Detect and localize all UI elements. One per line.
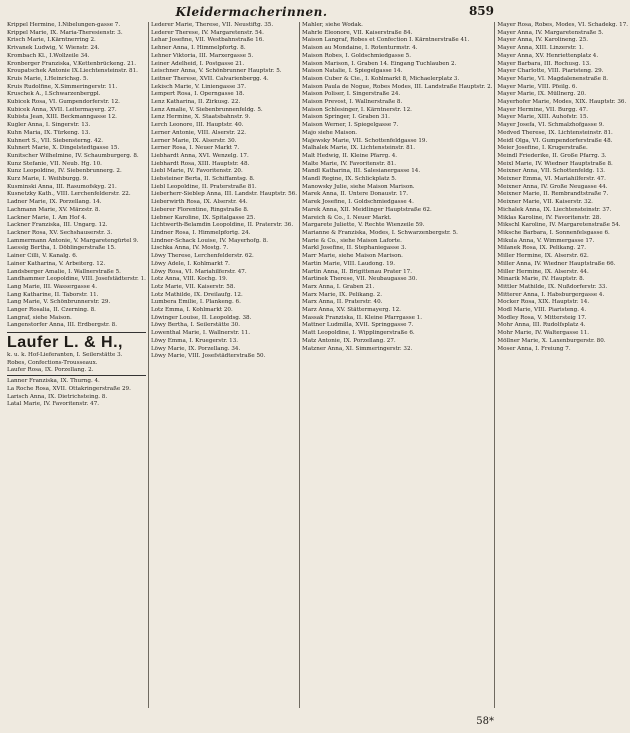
directory-entry: Lehar Josefine, VII. Westbahnstraße 16. — [150, 37, 265, 44]
directory-entry: Maison Langraf, Robes et Confection I. Kärntnerstraße 41. — [302, 37, 470, 44]
directory-entry: Kruis Rudolfine, X.Simmeringerstr. 11. — [7, 83, 118, 90]
directory-entry: Maison Marison, I. Graben 14. Eingang Tuchlauben 2. — [302, 60, 457, 67]
directory-entry: Lieberer Florentine, Ringstraße 8. — [150, 206, 249, 213]
directory-entry: Langer Rosalia, II. Czerning. 8. — [7, 307, 96, 314]
directory-entry: Lackner Marie, I. Am Hof 4. — [7, 214, 87, 221]
directory-entry: Mayer Josefa, VI. Schmalzhofgasse 9. — [497, 122, 605, 129]
directory-entry: Mocker Rosa, XIX. Hauptstr. 14. — [497, 299, 590, 306]
directory-entry: Leischner Anna, V. Schönbrunner Hauptstr. 5. — [150, 68, 282, 75]
directory-entry: Marz Anna, XV. Stättermayerg. 12. — [302, 307, 401, 314]
directory-entry: Lotz Emma, I. Kohlmarkt 20. — [150, 307, 233, 314]
advertisement-line: Laufer Rosa, IX. Porzellang. 2. — [7, 366, 94, 373]
directory-entry: Mikschl Karoline, IV. Margaretenstraße 54. — [497, 222, 621, 229]
directory-entry: Lekisch Marie, V. Liniengasse 37. — [150, 83, 246, 90]
advertisement-line: Robes, Confections-Trousseaux. — [7, 359, 98, 366]
directory-entry: Majo siehe Maison. — [302, 129, 358, 136]
advertisement-title: Laufer L. & H., — [7, 334, 123, 352]
directory-entry: Mayer Anna, IV. Margaretenstraße 5. — [497, 29, 604, 36]
directory-entry: Kruschek A., I.Schwarzenbergpl. — [7, 91, 101, 98]
directory-entry: Martin Anna, II. Brigittenau Prater 17. — [302, 268, 413, 275]
directory-entry: Liebner Karoline, IX. Spitalgasse 25. — [150, 214, 256, 221]
directory-entry: Langraf, siehe Maison. — [7, 314, 72, 321]
directory-entry: Marek Josefine, I. Goldschmiedgasse 4. — [302, 199, 414, 206]
directory-entry: Kuhnert S., VII. Siebensterng. 42. — [7, 137, 104, 144]
directory-entry: Maison Schlesinger, I. Kärntnerstr. 12. — [302, 106, 412, 113]
directory-entry: Löwy Adele, I. Kohlmarkt 7. — [150, 260, 230, 267]
directory-entry: Meixner Marie, II. Rembrandtstraße 7. — [497, 191, 609, 198]
directory-entry: Margarete Juliette, V. Rechte Wienzeile 59. — [302, 222, 425, 229]
directory-entry: Löwy Rosa, VI. Mariahilferstr. 47. — [150, 268, 247, 275]
directory-entry: Leiner Adelheid, I. Postgasse 21. — [150, 60, 245, 67]
directory-entry: Matz Antonie, IX. Porzellang. 27. — [302, 337, 396, 344]
directory-entry: Mikula Anna, V. Wimmergasse 17. — [497, 237, 595, 244]
directory-entry: Mayer Marie, XIII. Auhofstr. 15. — [497, 114, 589, 121]
directory-entry: Maison Robes, I. Goldschmiedgasse 5. — [302, 52, 412, 59]
directory-entry: Majewsky Marie, VII. Schottenfeldgasse 19. — [302, 137, 428, 144]
directory-entry: Möllner Marie, X. Laxenburgerstr. 80. — [497, 337, 606, 344]
directory-entry: Lederer Marie, Therese, VII. Neustiftg. 35. — [150, 22, 274, 28]
directory-entry: Lindner Rosa, I. Himmelpfortg. 24. — [150, 229, 251, 236]
directory-entry: Lieberherr-Sieblep Anna, III. Landstr. Hauptstr. 56. — [150, 191, 297, 198]
directory-entry: Matt Leopoldine, I. Wipplingerstraße 6. — [302, 330, 415, 337]
directory-entry: Kubicek Anna, XVII. Leitermayerg. 27. — [7, 106, 117, 113]
directory-entry: Marx Anna, II. Praterstr. 40. — [302, 299, 383, 306]
directory-entry: Mayer Marie, VIII. Pfeilg. 6. — [497, 83, 578, 90]
directory-entry: Malhalek Marie, IX. Lichtensteinstr. 81. — [302, 145, 416, 152]
directory-entry: Krombach Kl., I.Wollzeile 34. — [7, 52, 90, 59]
directory-entry: Marx Marie, IX. Pelikang. 2. — [302, 291, 383, 298]
directory-entry: Lotz Mathilde, IX. Dreilaufg. 12. — [150, 291, 243, 298]
directory-entry: Kuhnert Marie, X. Dingelstedtgasse 15. — [7, 145, 120, 152]
directory-entry: Kugler Anna, I. Singerstr. 13. — [7, 122, 91, 129]
directory-entry: Mayer Anna, XIII. Linzerstr. 1. — [497, 45, 584, 52]
directory-entry: Löwy Therese, Lerchenfelderstr. 62. — [150, 253, 254, 260]
directory-entry: Marie & Co., siehe Maison Laforte. — [302, 237, 402, 244]
directory-entry: Löwinger Louise, II. Leopoldsg. 38. — [150, 314, 252, 321]
directory-entry: Marx Anna, I. Graben 21. — [302, 283, 375, 290]
directory-entry: Krippel Marie, IX. Maria-Theresienstr. 3. — [7, 29, 123, 36]
directory-entry: Martin Marie, VIII. Laudong. 19. — [302, 260, 396, 267]
column-3 — [300, 22, 495, 708]
directory-entry: Löwy Marie, IX. Porzellang. 34. — [150, 345, 241, 352]
directory-entry: Marianne & Franziska, Modes, I. Schwarzenbergstr. 5. — [302, 229, 458, 236]
directory-entry: Mandl Katharina, III. Salesianergasse 14. — [302, 168, 421, 175]
directory-entry: Mohr Anna, III. Rudolfsplatz 4. — [497, 322, 586, 329]
directory-entry: Kurz Marie, I. Weihburgg. 9. — [7, 176, 89, 183]
directory-entry: Milanek Rosa, IX. Pelikang. 27. — [497, 245, 586, 252]
directory-entry: Meixner Anna, IV. Große Neugasse 44. — [497, 183, 608, 190]
directory-entry: Lachmann Marie, XV. Märzstr. 8. — [7, 206, 101, 213]
directory-entry: Kunz Leopoldine, IV. Siebenbrunnerg. 2. — [7, 168, 122, 175]
directory-entry: Meixner Emma, VI. Mariahilferstr. 47. — [497, 176, 606, 183]
directory-entry: Lenz Hermine, X. Staatsbahnstr. 9. — [150, 114, 251, 121]
directory-entry: Meixner Marie, VII. Kaiserstr. 32. — [497, 199, 593, 206]
directory-entry: Marek Anna, II. Untere Donaustr. 17. — [302, 191, 408, 198]
directory-entry: Lempert Rosa, I. Operngasse 18. — [150, 91, 245, 98]
directory-entry: Lang Marie, III. Wassergasse 4. — [7, 283, 97, 290]
directory-entry: Latal Marie, IV. Favoritenstr. 47. — [7, 401, 100, 408]
laufer-advertisement — [7, 332, 146, 376]
directory-entry: Lotz Anna, VIII. Kochg. 19. — [150, 276, 228, 283]
directory-entry: Mayer Barbara, III. Rochusg. 13. — [497, 60, 592, 67]
directory-entry: Maison Cuber & Cie., I. Kohlmarkt 8, Michaelerplatz 3. — [302, 75, 460, 82]
page-header — [5, 4, 498, 22]
directory-entry: Miller Hermine, IX. Alserstr. 62. — [497, 253, 589, 260]
directory-entry: Lischka Anna, IV. Mostg. 7. — [150, 245, 229, 252]
directory-entry: Miller Anna, IV. Wiedner Hauptstraße 66. — [497, 260, 616, 267]
directory-entry: Maison Springer, I. Graben 31. — [302, 114, 390, 121]
directory-entry: Krivanek Ludwig, V. Wienstr. 24. — [7, 45, 100, 52]
directory-entry: Mahrle Eleonore, VII. Kaiserstraße 84. — [302, 29, 413, 36]
directory-entry: Lammermann Antonie, V. Margaretengürtel 9. — [7, 237, 139, 244]
directory-entry: Lenz Amalie, V. Siebenbrunnenfeldg. 5. — [150, 106, 263, 113]
directory-entry: Lenz Katharina, II. Zirkusg. 22. — [150, 99, 241, 106]
directory-entry: Mayerhofer Marie, Modes, XIX. Hauptstr. 36. — [497, 99, 627, 106]
page-number: 859 — [468, 4, 494, 18]
directory-entry: Modl Marie, VIII. Piaristeng. 4. — [497, 307, 587, 314]
directory-entry: Maison au Mondaine, I. Rotenturmstr. 4. — [302, 45, 418, 52]
directory-entry: Mayer Charlotte, VIII. Piaristeng. 29. — [497, 68, 604, 75]
directory-entry: Liebsteiner Berta, II. Schiffamtsg. 8. — [150, 176, 255, 183]
directory-entry: Medved Therese, IX. Lichtensteinstr. 81. — [497, 129, 613, 136]
directory-entry: Löwy Emma, I. Kruegerstr. 13. — [150, 337, 239, 344]
directory-entry: Martinek Therese, VII. Neubaugasse 30. — [302, 276, 418, 283]
directory-entry: Lichtwerth-Belamdin Leopoldine, II. Praterstr. 36. — [150, 222, 294, 229]
directory-entry: Lehner Viktoria, III. Marxergasse 5. — [150, 52, 254, 59]
directory-entry: Kuhn Maria, IX. Türkeng. 13. — [7, 129, 91, 136]
directory-entry: Massak Franziska, II. Kleine Pfarrgasse 1. — [302, 314, 423, 321]
section-title: Kleidermacherinnen. — [175, 5, 328, 19]
directory-entry: Mayer Anna, XV. Henriettenplatz 4. — [497, 52, 599, 59]
directory-entry: Lerch Leonore, III. Hauptstr. 40. — [150, 122, 244, 129]
directory-entry: Mandl Regine, IX. Schlickplatz 5. — [302, 176, 397, 183]
directory-entry: Lanner Franziska, IX. Thurng. 4. — [7, 378, 100, 385]
directory-entry: Matzner Anna, XI. Simmeringerstr. 32. — [302, 345, 413, 352]
directory-entry: Lainer Katharina, V. Arbeiterg. 12. — [7, 260, 106, 267]
directory-entry: Laessig Bertha, I. Döblingerstraße 15. — [7, 245, 116, 252]
directory-entry: Meixner Anna, VII. Schottenfeldg. 13. — [497, 168, 606, 175]
directory-entry: La Roche Rosa, XVII. Ottakringerstraße 29. — [7, 386, 131, 393]
directory-entry: Liebl Marie, IV. Favoritenstr. 20. — [150, 168, 243, 175]
directory-entry: Kubista Jean, XIII. Beckmanngasse 12. — [7, 114, 117, 121]
directory-entry: Kronberger Franziska, V.Kettenbrückeng. 21. — [7, 60, 137, 67]
directory-entry: Krisch Marie, I.Kärntnerring 2. — [7, 37, 96, 44]
directory-entry: Liebhardt Anna, XVI. Wenzelg. 17. — [150, 152, 249, 159]
directory-entry: Maison Paula de Nogue, Robes Modes, III. Landstraße Hauptstr. 2. — [302, 83, 493, 90]
directory-entry: Lotz Marie, VII. Kaiserstr. 58. — [150, 283, 236, 290]
directory-entry: Landsberger Amalie, I. Wallnerstraße 5. — [7, 268, 121, 275]
directory-entry: Moser Anna, I. Freiung 7. — [497, 345, 571, 352]
directory-entry: Meidl Olga, VI. Gumpendorferstraße 48. — [497, 137, 613, 144]
directory-entry: Kunitscher Wilhelmine, IV. Schaumburgerg. 8. — [7, 152, 139, 159]
directory-entry: Markl Josefine, II. Stephaniegasse 3. — [302, 245, 407, 252]
directory-entry: Langenstorfer Anna, III. Erdbergstr. 8. — [7, 322, 118, 329]
directory-entry: Meixl Marie, IV. Wiedner Hauptstraße 8. — [497, 160, 613, 167]
directory-entry: Kruis Marie, I.Heinrichsg. 5. — [7, 75, 89, 82]
directory-entry: Liebhardt Rosa, XIII. Hauptstr. 48. — [150, 160, 250, 167]
directory-entry: Malte Marie, IV. Favoritenstr. 81. — [302, 160, 397, 167]
directory-entry: Lackner Rosa, XV. Sechshauserstr. 3. — [7, 229, 113, 236]
directory-entry: Lerner Antonie, VIII. Alserstr. 22. — [150, 129, 247, 136]
directory-entry: Lerner Marie, IX. Alserstr. 30. — [150, 137, 237, 144]
directory-entry: Liebl Leopoldine, II. Praterstraße 81. — [150, 183, 257, 190]
directory-entry: Larisch Anna, IX. Dietrichsteing. 8. — [7, 393, 108, 400]
directory-entry: Lehner Anna, I. Himmelpfortg. 8. — [150, 45, 246, 52]
directory-entry: Kroupatschek Antonie IX.Liechtensteinstr. 81. — [7, 68, 138, 75]
directory-entry: Modley Rosa, V. Mittersteig 17. — [497, 314, 587, 321]
directory-entry: Kusminski Anna, III. Rasumofskyg. 21. — [7, 183, 117, 190]
column-1 — [5, 22, 149, 708]
directory-entry: Mohr Marie, IV. Waltergasse 11. — [497, 330, 590, 337]
directory-entry: Mayer Marie, IX. Müllnerg. 20. — [497, 91, 587, 98]
directory-entry: Leitner Therese, XVII. Calvarienbergg. 4. — [150, 75, 269, 82]
directory-entry: Lederer Therese, IV. Margaretenstr. 54. — [150, 29, 264, 36]
directory-entry: Maison Prevost, I. Wallnerstraße 8. — [302, 99, 403, 106]
directory-entry: Mayer Anna, IV. Karolineng. 25. — [497, 37, 589, 44]
directory-entry: Maison Natalie, I. Spiegelgasse 14. — [302, 68, 403, 75]
directory-entry: Michalek Anna, IX. Liechtensteinstr. 37. — [497, 206, 612, 213]
directory-entry: Kusnetzky Kath., VIII. Lerchenfelderstr. 22. — [7, 191, 131, 198]
directory-entry: Maison Werner, I. Spiegelgasse 7. — [302, 122, 399, 129]
directory-entry: Mattner Ludmilla, XVII. Springgasse 7. — [302, 322, 414, 329]
directory-entry: Manowsky Julie, siehe Maison Marison. — [302, 183, 415, 190]
directory-entry: Ladner Marie, IX. Porzellang. 14. — [7, 199, 102, 206]
directory-entry: Lainer Cilli, V. Kanalg. 6. — [7, 253, 78, 260]
directory-entry: Löwy Bertha, I. Seilerstätte 30. — [150, 322, 240, 329]
directory-entry: Meindl Friederike, II. Große Pfarrg. 3. — [497, 152, 607, 159]
directory-entry: Minarik Marie, IV. Hauptstr. 8. — [497, 276, 585, 283]
directory-entry: Lindner-Schack Louise, IV. Mayerhofg. 8. — [150, 237, 269, 244]
directory-entry: Mittler Mathilde, IX. Nußdorferstr. 33. — [497, 283, 608, 290]
directory-entry: Lang Katharine, II. Taborstr. 11. — [7, 291, 99, 298]
directory-entry: Miksche Barbara, I. Sonnenfelsgasse 6. — [497, 229, 610, 236]
directory-entry: Mareich & Co., I. Neuer Markt. — [302, 214, 392, 221]
directory-entry: Marek Anna, XII. Meidlinger Hauptstraße 62. — [302, 206, 432, 213]
directory-entry: Krippel Hermine, I.Nibelungen-gasse 7. — [7, 22, 121, 28]
directory-columns — [5, 22, 629, 708]
directory-entry: Lumbera Emilie, I. Plankeng. 6. — [150, 299, 241, 306]
directory-entry: Meier Josefine, I. Krugerstraße. — [497, 145, 588, 152]
directory-entry: Miklas Karoline, IV. Favoritenstr. 28. — [497, 214, 602, 221]
advertisement-line: k. u. k. Hof-Lieferanten, I. Seilerstätte 3. — [7, 352, 123, 359]
directory-entry: Malt Hedwig, II. Kleine Pfarrg. 4. — [302, 152, 398, 159]
directory-entry: Löwy Marie, VIII. Josefstädterstraße 50. — [150, 353, 266, 360]
directory-entry: Marr Marie, siehe Maison Marison. — [302, 253, 403, 260]
directory-entry: Maison Poliser, I. Singerstraße 24. — [302, 91, 401, 98]
sheet-signature: 58* — [476, 716, 494, 727]
directory-entry: Lowenthal Marie, I. Wallnerstr. 11. — [150, 330, 251, 337]
directory-entry: Lieberwirth Rosa, IX. Alserstr. 44. — [150, 199, 248, 206]
directory-entry: Lerner Rosa, I. Neuer Markt 7. — [150, 145, 240, 152]
column-4 — [495, 22, 630, 708]
directory-entry: Mahler, siehe Wodak. — [302, 22, 363, 28]
column-2 — [149, 22, 300, 708]
directory-entry: Lang Marie, V. Schönbrunnerstr. 29. — [7, 299, 111, 306]
directory-entry: Lackner Franziska, III. Ungarg. 12. — [7, 222, 108, 229]
directory-entry: Kubicek Rosa, VI. Gumpendorferstr. 12. — [7, 99, 120, 106]
directory-entry: Miller Hermine, IX. Alserstr. 44. — [497, 268, 589, 275]
directory-entry: Mayer Hermine, VII. Burgg. 47. — [497, 106, 588, 113]
directory-entry: Mayer Marie, VI. Magdalenenstraße 8. — [497, 75, 609, 82]
directory-entry: Kunz Stefanie, VII. Neub. Hg. 10. — [7, 160, 102, 167]
directory-entry: Mayer Rosa, Robes, Modes, VI. Schadekg. 17. — [497, 22, 629, 28]
directory-entry: Mitterer Anna, I. Habsburgergasse 4. — [497, 291, 605, 298]
directory-entry: Landhammer Leopoldine, VIII. Josefstädterstr. 1. — [7, 276, 146, 283]
